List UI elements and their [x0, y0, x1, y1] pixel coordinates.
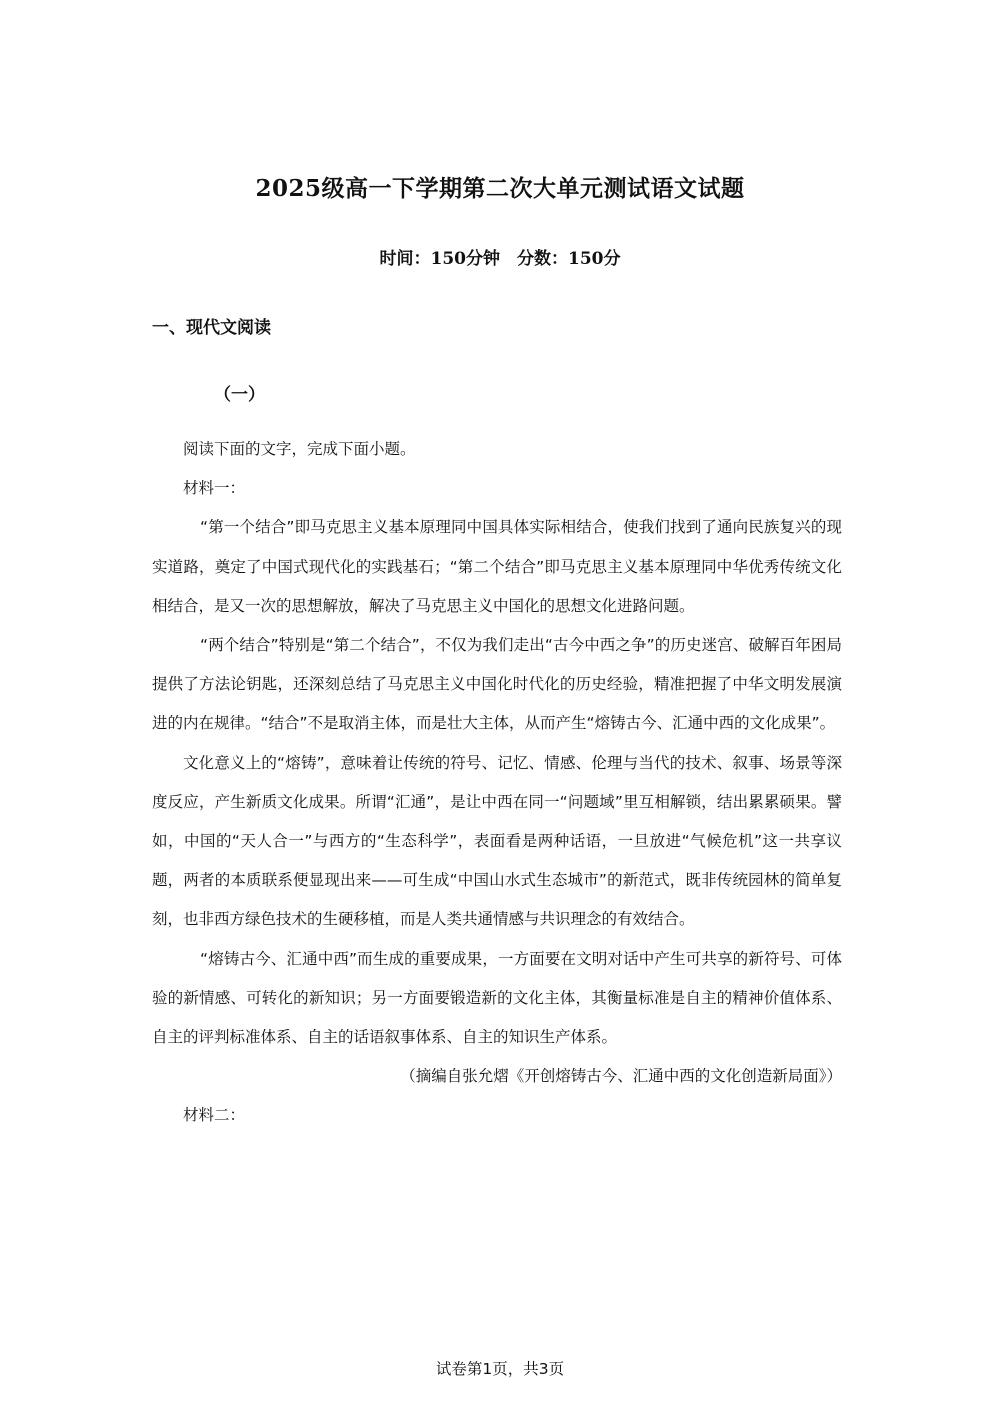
passage-paragraph-1: “第一个结合”即马克思主义基本原理同中国具体实际相结合，使我们找到了通向民族复兴的现实道路，奠定了中国式现代化的实践基石；“第二个结合”即马克思主义基本原理同中华优秀传统文化相结合，是又一次的思想解放，解决了马克思主义中国化的思想文化进路问题。: [152, 518, 842, 615]
passage-paragraph-3: 文化意义上的“熔铸”，意味着让传统的符号、记忆、情感、伦理与当代的技术、叙事、场景等深度反应，产生新质文化成果。所谓“汇通”，是让中西在同一“问题域”里互相解锁，结出累累硕果。譬如，中国的“天人合一”与西方的“生态科学”，表面看是两种话语，一旦放进“气候危机”这一共享议题，两者的本质联系便显现出来——可生成“中国山水式生态城市”的新范式，既非传统园林的简单复刻，也非西方绿色技术的生硬移植，而是人类共通情感与共识理念的有效结合。: [152, 753, 842, 929]
subsection-heading: （一）: [214, 385, 265, 405]
source-citation: （摘编自张允熠《开创熔铸古今、汇通中西的文化创造新局面》）: [400, 1067, 842, 1086]
material-two-label: 材料二：: [183, 1106, 246, 1125]
passage-paragraph-2: “两个结合”特别是“第二个结合”，不仅为我们走出“古今中西之争”的历史迷宫、破解百年困局提供了方法论钥匙，还深刻总结了马克思主义中国化时代化的历史经验，精准把握了中华文明发展演进的内在规律。“结合”不是取消主体，而是壮大主体，从而产生“熔铸古今、汇通中西的文化成果”。: [152, 636, 842, 733]
passage-paragraph-4: “熔铸古今、汇通中西”而生成的重要成果，一方面要在文明对话中产生可共享的新符号、可体验的新情感、可转化的新知识；另一方面要锻造新的文化主体，其衡量标准是自主的精神价值体系、自主的评判标准体系、自主的话语叙事体系、自主的知识生产体系。: [152, 949, 842, 1047]
page-footer: 试卷第1页，共3页: [435, 1360, 565, 1378]
exam-title: 2025级高一下学期第二次大单元测试语文试题: [255, 175, 745, 202]
section-heading: 一、现代文阅读: [152, 318, 271, 338]
reading-passage: [152, 430, 842, 1136]
exam-time-score: 时间：150分钟 分数：150分: [379, 249, 621, 269]
material-one-label: 材料一：: [183, 479, 246, 498]
instruction-text: 阅读下面的文字，完成下面小题。: [183, 440, 416, 458]
